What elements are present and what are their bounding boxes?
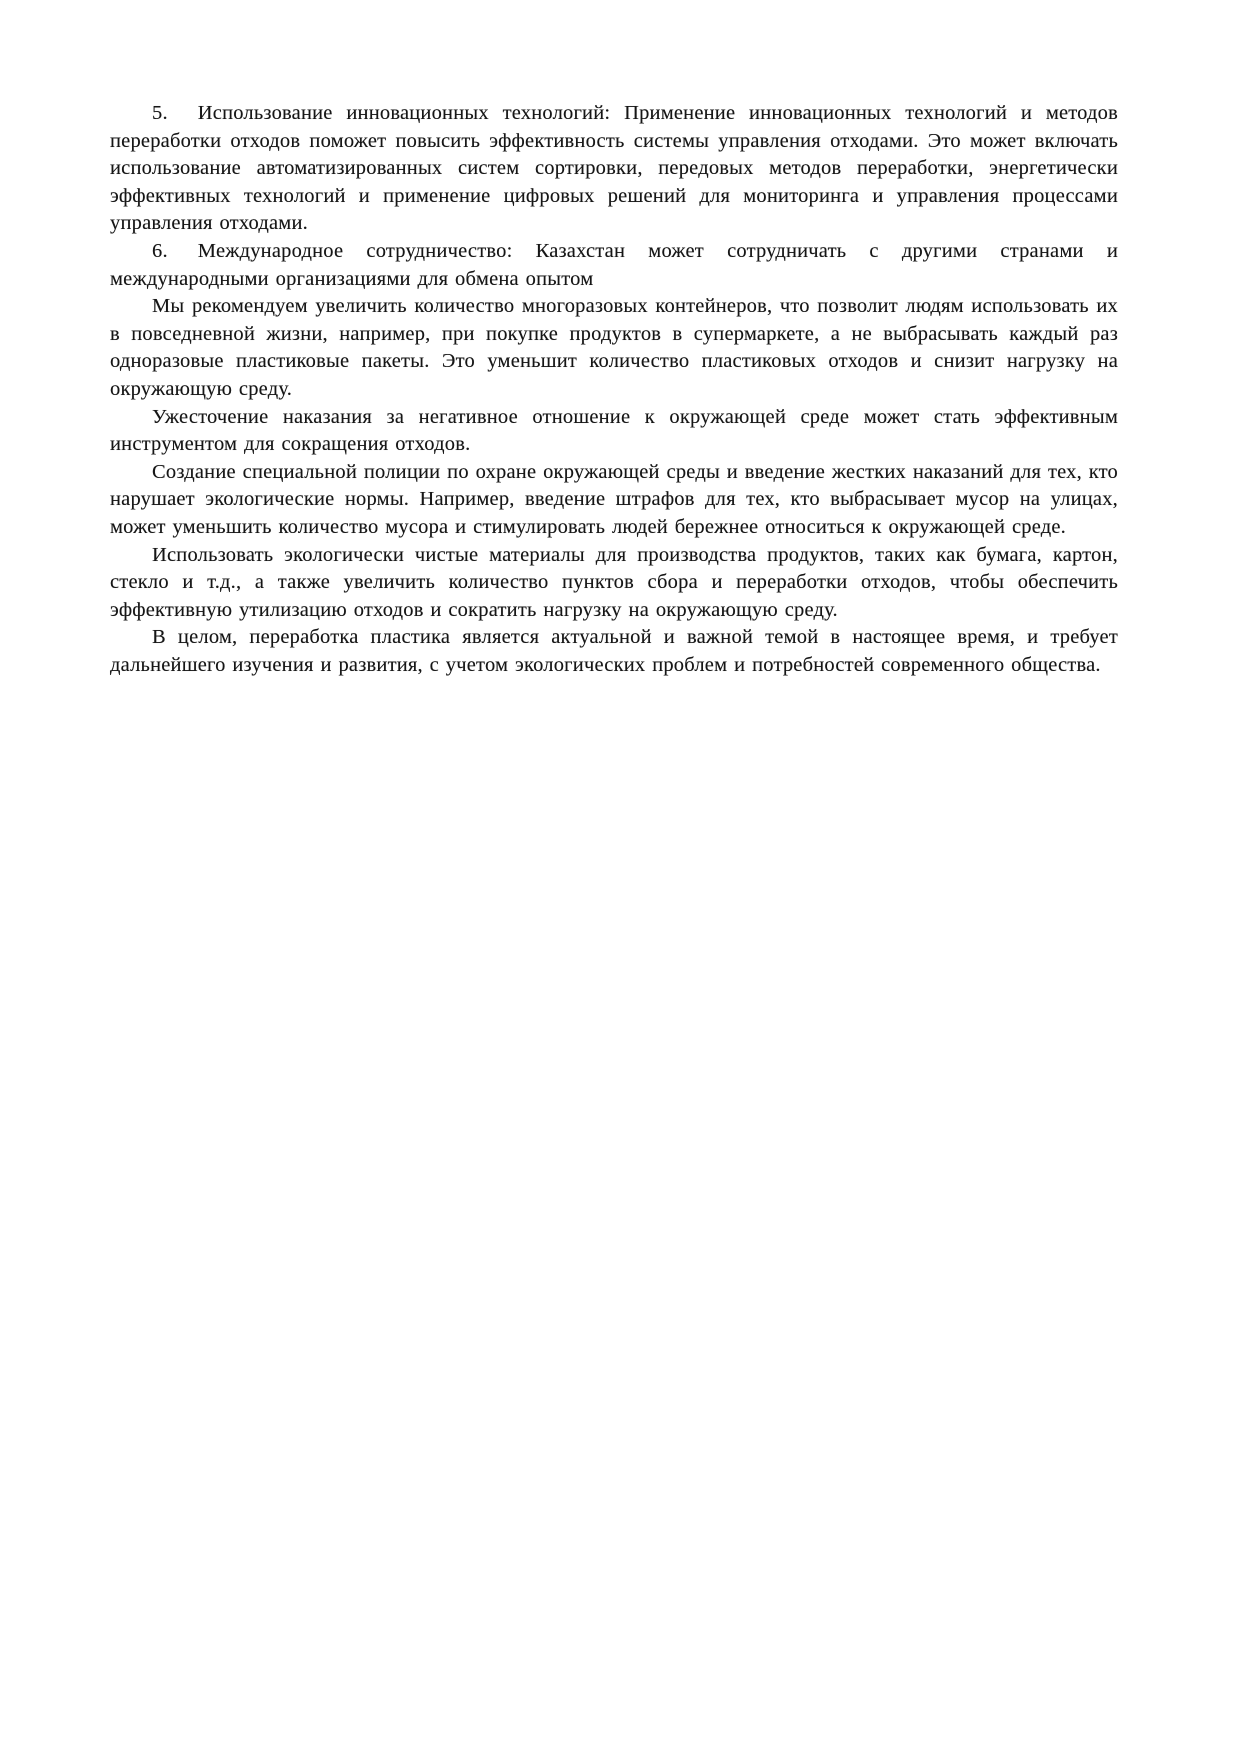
paragraph-item-5	[110, 100, 1118, 238]
paragraph: Мы рекомендуем увеличить количество многоразовых контейнеров, что позволит людям использовать их в повседневной жизни, например, при покупке продуктов в супермаркете, а не выбрасывать каждый раз одноразовые пластиковые пакеты. Это уменьшит количество пластиковых отходов и снизит нагрузку на окружающую среду.	[110, 295, 1118, 400]
paragraph: Ужесточение наказания за негативное отношение к окружающей среде может стать эффективным инструментом для сокращения отходов.	[110, 405, 1118, 456]
paragraph-text: Международное сотрудничество: Казахстан может сотрудничать с другими странами и международными организациями для обмена опытом	[110, 239, 1118, 290]
paragraph-text: Использование инновационных технологий: Применение инновационных технологий и методов переработки отходов поможет повысить эффективность системы управления отходами. Это может включать использование автоматизированных систем сортировки, передовых методов переработки, энергетически эффективных технологий и применение цифровых решений для мониторинга и управления процессами управления отходами.	[110, 102, 1118, 235]
list-number: 6.	[152, 239, 168, 262]
document-text-block	[110, 100, 1118, 679]
paragraph: В целом, переработка пластика является актуальной и важной темой в настоящее время, и требует дальнейшего изучения и развития, с учетом экологических проблем и потребностей современного общества.	[110, 626, 1118, 676]
paragraph: Использовать экологически чистые материалы для производства продуктов, таких как бумага, картон, стекло и т.д., а также увеличить количество пунктов сбора и переработки отходов, чтобы обеспечить эффективную утилизацию отходов и сократить нагрузку на окружающую среду.	[110, 543, 1118, 621]
list-number: 5.	[152, 102, 168, 124]
paragraph: Создание специальной полиции по охране окружающей среды и введение жестких наказаний для тех, кто нарушает экологические нормы. Например, введение штрафов для тех, кто выбрасывает мусор на улицах, может уменьшить количество мусора и стимулировать людей бережнее относиться к окружающей среде.	[110, 460, 1118, 538]
paragraph-item-6	[110, 238, 1118, 293]
